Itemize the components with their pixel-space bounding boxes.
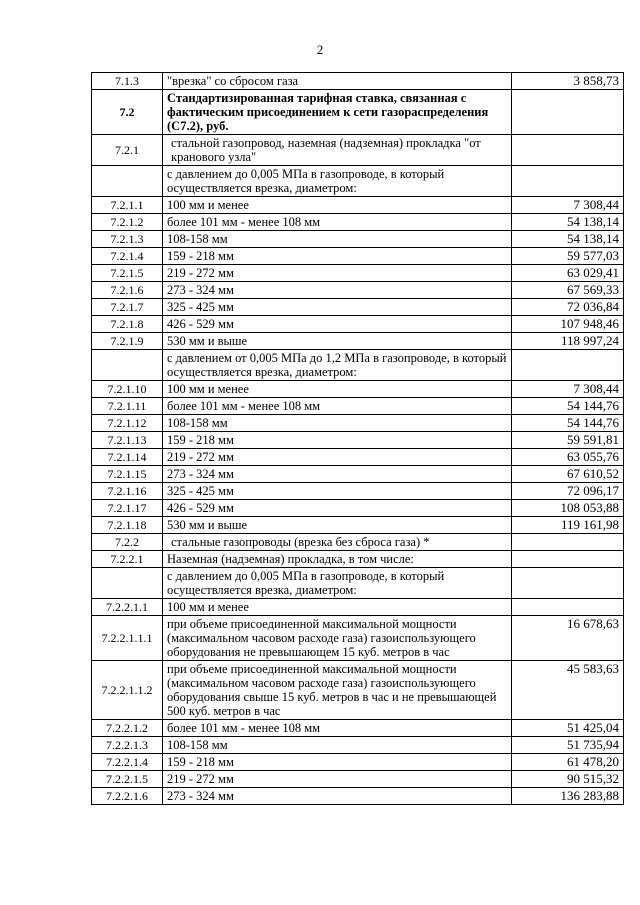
row-price: 63 055,76 — [512, 449, 624, 466]
row-price — [512, 534, 624, 551]
row-description: 159 - 218 мм — [163, 248, 512, 265]
table-row — [92, 616, 624, 661]
row-code: 7.2.2.1.1 — [92, 599, 163, 616]
table-row — [92, 534, 624, 551]
row-price — [512, 166, 624, 197]
table-row — [92, 737, 624, 754]
row-code: 7.2.1.8 — [92, 316, 163, 333]
row-price: 51 425,04 — [512, 720, 624, 737]
row-description: более 101 мм - менее 108 мм — [163, 398, 512, 415]
row-price: 59 591,81 — [512, 432, 624, 449]
row-description: 530 мм и выше — [163, 333, 512, 350]
row-code: 7.2.2.1.4 — [92, 754, 163, 771]
row-price: 63 029,41 — [512, 265, 624, 282]
row-description: с давлением от 0,005 МПа до 1,2 МПа в газопроводе, в который осуществляется врезка, диаметром: — [163, 350, 512, 381]
row-code: 7.2.2.1.2 — [92, 720, 163, 737]
row-description: 273 - 324 мм — [163, 282, 512, 299]
row-description: стальные газопроводы (врезка без сброса газа) * — [163, 534, 512, 551]
tariff-table-body — [92, 73, 624, 805]
row-price: 67 610,52 — [512, 466, 624, 483]
row-price: 108 053,88 — [512, 500, 624, 517]
table-row — [92, 483, 624, 500]
row-description: Наземная (надземная) прокладка, в том числе: — [163, 551, 512, 568]
tariff-table — [91, 72, 624, 805]
table-row — [92, 350, 624, 381]
table-row — [92, 432, 624, 449]
row-description: при объеме присоединенной максимальной мощности (максимальном часовом расходе газа) газоиспользующего оборудования не превышающем 15 куб. метров в час — [163, 616, 512, 661]
row-code — [92, 166, 163, 197]
row-code: 7.2.1.5 — [92, 265, 163, 282]
row-price: 61 478,20 — [512, 754, 624, 771]
row-price — [512, 90, 624, 135]
row-price — [512, 599, 624, 616]
table-row — [92, 517, 624, 534]
row-price — [512, 350, 624, 381]
table-row — [92, 788, 624, 805]
row-price — [512, 568, 624, 599]
row-description: 219 - 272 мм — [163, 265, 512, 282]
row-price: 45 583,63 — [512, 661, 624, 720]
table-row — [92, 771, 624, 788]
table-row — [92, 551, 624, 568]
row-description: 325 - 425 мм — [163, 483, 512, 500]
row-price — [512, 551, 624, 568]
row-price: 67 569,33 — [512, 282, 624, 299]
table-row — [92, 754, 624, 771]
row-description: с давлением до 0,005 МПа в газопроводе, в который осуществляется врезка, диаметром: — [163, 166, 512, 197]
row-code: 7.2.1.12 — [92, 415, 163, 432]
table-row — [92, 265, 624, 282]
row-code: 7.2.1.4 — [92, 248, 163, 265]
row-price: 16 678,63 — [512, 616, 624, 661]
row-description: "врезка" со сбросом газа — [163, 73, 512, 90]
row-price: 136 283,88 — [512, 788, 624, 805]
row-description: 426 - 529 мм — [163, 500, 512, 517]
row-code: 7.2.1.7 — [92, 299, 163, 316]
row-price: 54 144,76 — [512, 415, 624, 432]
row-code: 7.1.3 — [92, 73, 163, 90]
row-price: 59 577,03 — [512, 248, 624, 265]
table-row — [92, 299, 624, 316]
row-code: 7.2.1.14 — [92, 449, 163, 466]
row-price: 54 144,76 — [512, 398, 624, 415]
row-description: 108-158 мм — [163, 231, 512, 248]
row-price: 72 096,17 — [512, 483, 624, 500]
row-description: Стандартизированная тарифная ставка, связанная с фактическим присоединением к сети газораспределения (С7.2), руб. — [163, 90, 512, 135]
row-code: 7.2.1.2 — [92, 214, 163, 231]
row-price: 54 138,14 — [512, 214, 624, 231]
row-price: 3 858,73 — [512, 73, 624, 90]
row-code: 7.2.1.11 — [92, 398, 163, 415]
table-row — [92, 248, 624, 265]
table-row — [92, 316, 624, 333]
row-description: 219 - 272 мм — [163, 449, 512, 466]
row-description: 219 - 272 мм — [163, 771, 512, 788]
row-description: 100 мм и менее — [163, 197, 512, 214]
row-description: 100 мм и менее — [163, 599, 512, 616]
row-description: 273 - 324 мм — [163, 788, 512, 805]
table-row — [92, 466, 624, 483]
row-description: стальной газопровод, наземная (надземная) прокладка "от кранового узла" — [163, 135, 512, 166]
row-code: 7.2.2.1.1.1 — [92, 616, 163, 661]
row-code: 7.2.2 — [92, 534, 163, 551]
row-price — [512, 135, 624, 166]
row-price: 72 036,84 — [512, 299, 624, 316]
row-code: 7.2 — [92, 90, 163, 135]
table-row — [92, 500, 624, 517]
row-price: 119 161,98 — [512, 517, 624, 534]
table-row — [92, 166, 624, 197]
table-row — [92, 197, 624, 214]
table-row — [92, 381, 624, 398]
row-price: 51 735,94 — [512, 737, 624, 754]
row-code: 7.2.1.3 — [92, 231, 163, 248]
row-description: при объеме присоединенной максимальной мощности (максимальном часовом расходе газа) газоиспользующего оборудования свыше 15 куб. метров в час и не превышающей 500 куб. метров в час — [163, 661, 512, 720]
row-price: 54 138,14 — [512, 231, 624, 248]
row-code: 7.2.1.15 — [92, 466, 163, 483]
table-row — [92, 415, 624, 432]
row-code: 7.2.2.1.1.2 — [92, 661, 163, 720]
table-row — [92, 398, 624, 415]
row-code: 7.2.1.10 — [92, 381, 163, 398]
table-row — [92, 231, 624, 248]
row-code: 7.2.1 — [92, 135, 163, 166]
row-code: 7.2.1.13 — [92, 432, 163, 449]
row-price: 118 997,24 — [512, 333, 624, 350]
table-row — [92, 73, 624, 90]
table-row — [92, 449, 624, 466]
row-price: 7 308,44 — [512, 381, 624, 398]
table-row — [92, 282, 624, 299]
row-code: 7.2.2.1 — [92, 551, 163, 568]
row-price: 7 308,44 — [512, 197, 624, 214]
table-row — [92, 90, 624, 135]
row-description: 530 мм и выше — [163, 517, 512, 534]
row-description: 325 - 425 мм — [163, 299, 512, 316]
row-description: 159 - 218 мм — [163, 432, 512, 449]
row-price: 90 515,32 — [512, 771, 624, 788]
row-description: с давлением до 0,005 МПа в газопроводе, в который осуществляется врезка, диаметром: — [163, 568, 512, 599]
row-description: 108-158 мм — [163, 415, 512, 432]
row-description: более 101 мм - менее 108 мм — [163, 720, 512, 737]
row-description: 108-158 мм — [163, 737, 512, 754]
row-code: 7.2.1.9 — [92, 333, 163, 350]
table-row — [92, 720, 624, 737]
table-row — [92, 599, 624, 616]
row-code: 7.2.2.1.5 — [92, 771, 163, 788]
row-code — [92, 350, 163, 381]
row-price: 107 948,46 — [512, 316, 624, 333]
row-description: 273 - 324 мм — [163, 466, 512, 483]
row-code: 7.2.1.18 — [92, 517, 163, 534]
table-row — [92, 333, 624, 350]
row-code: 7.2.1.6 — [92, 282, 163, 299]
table-row — [92, 661, 624, 720]
row-code: 7.2.2.1.3 — [92, 737, 163, 754]
row-description: более 101 мм - менее 108 мм — [163, 214, 512, 231]
row-description: 426 - 529 мм — [163, 316, 512, 333]
table-row — [92, 214, 624, 231]
page-number: 2 — [316, 42, 324, 57]
table-row — [92, 135, 624, 166]
row-code: 7.2.1.1 — [92, 197, 163, 214]
row-description: 100 мм и менее — [163, 381, 512, 398]
row-code: 7.2.1.16 — [92, 483, 163, 500]
row-code — [92, 568, 163, 599]
row-description: 159 - 218 мм — [163, 754, 512, 771]
row-code: 7.2.2.1.6 — [92, 788, 163, 805]
row-code: 7.2.1.17 — [92, 500, 163, 517]
table-row — [92, 568, 624, 599]
